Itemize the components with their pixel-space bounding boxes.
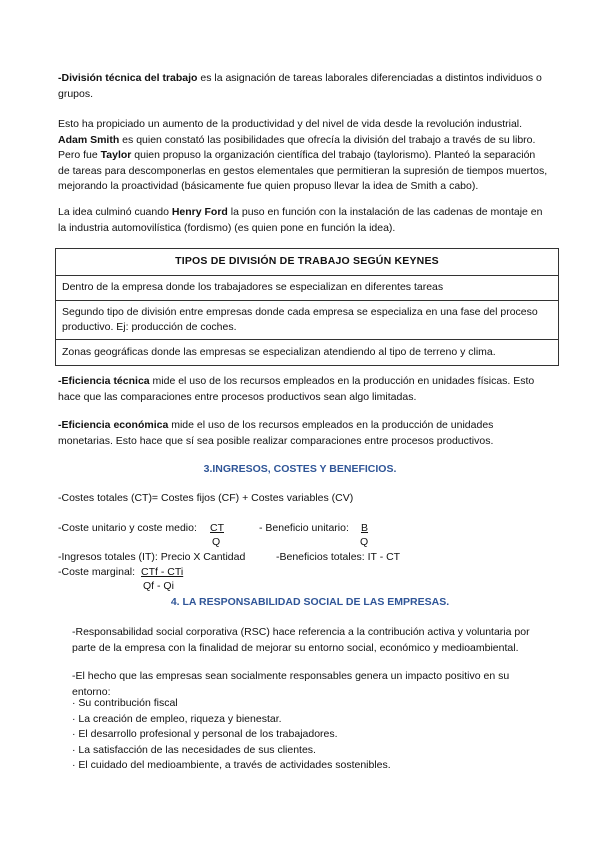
eficiencia-tecnica-paragraph: -Eficiencia técnica mide el uso de los recursos empleados en la producción en unidades físicas. Esto hace que las comparaciones entre procesos productivos sean algo limitadas. [58, 375, 535, 403]
ford-paragraph: La idea culminó cuando Henry Ford la puso en función con la instalación de las cadenas de montaje en la industria automovilística (fordismo) (es quien pone en función la idea). [58, 206, 543, 234]
coste-marginal-denominator: Qf - Qi [143, 580, 174, 592]
table-header: TIPOS DE DIVISIÓN DE TRABAJO SEGÚN KEYNES [175, 255, 439, 267]
eficiencia-tecnica-term: -Eficiencia técnica [58, 375, 150, 387]
beneficio-unitario-denominator: Q [360, 536, 369, 548]
list-item: · La satisfacción de las necesidades de sus clientes. [72, 743, 316, 756]
list-item: · El desarrollo profesional y personal de los trabajadores. [72, 728, 338, 740]
eficiencia-economica-paragraph: -Eficiencia económica mide el uso de los recursos empleados en la producción de unidades monetarias. Esto hace que sí sea posible realizar comparaciones entre procesos productivos. [58, 419, 494, 447]
ingresos-totales-formula: -Ingresos totales (IT): Precio X Cantidad [58, 551, 246, 563]
henry-ford-name: Henry Ford [171, 206, 228, 218]
section-3-heading: 3.INGRESOS, COSTES Y BENEFICIOS. [203, 463, 397, 475]
table-row: Segundo tipo de división entre empresas donde cada empresa se especializa en una fase del proceso productivo. Ej: producción de coches. [56, 300, 558, 339]
keynes-division-table [55, 248, 559, 366]
table-row: Dentro de la empresa donde los trabajadores se especializan en diferentes tareas [56, 275, 558, 300]
coste-marginal-numerator: CTf - CTi [141, 566, 184, 578]
adam-smith-name: Adam Smith [58, 133, 120, 146]
list-item: · Su contribución fiscal [72, 697, 178, 709]
coste-unitario-denominator: Q [212, 536, 221, 548]
coste-unitario-label: -Coste unitario y coste medio: [58, 522, 197, 534]
division-term: -División técnica del trabajo [58, 72, 198, 84]
rsc-impact-list [72, 696, 550, 774]
coste-unitario-numerator: CT [210, 522, 224, 534]
costes-totales-formula: -Costes totales (CT)= Costes fijos (CF) + Costes variables (CV) [58, 492, 354, 504]
beneficio-unitario-numerator: B [361, 522, 369, 534]
rsc-impact-paragraph: -El hecho que las empresas sean socialmente responsables genera un impacto positivo en su entorno: [72, 670, 510, 698]
list-item: · La creación de empleo, riqueza y bienestar. [72, 712, 282, 725]
section-4-heading: 4. LA RESPONSABILIDAD SOCIAL DE LAS EMPRESAS. [170, 596, 450, 608]
coste-marginal-label: -Coste marginal: [58, 566, 136, 578]
list-item: · El cuidado del medioambiente, a través de actividades sostenibles. [72, 759, 391, 771]
division-history-paragraph: Esto ha propiciado un aumento de la productividad y del nivel de vida desde la revolución industrial. Adam Smith es quien constató las posibilidades que ofrecía la división del trabajo a través de su libro. Pero fue Taylor quien propuso la organización científica del trabajo (taylorismo). Planteó la separación de tareas para descomponerlas en gestos elementales que permitieran la supresión de tiempos muertos, mejorando la proactividad (básicamente fue quien propuso llevar la idea de Smith a cabo). [58, 118, 548, 192]
table-row: Zonas geográficas donde las empresas se especializan atendiendo al tipo de terreno y clima. [56, 339, 558, 365]
beneficio-unitario-label: - Beneficio unitario: [259, 522, 349, 534]
eficiencia-economica-term: -Eficiencia económica [58, 419, 169, 431]
beneficios-totales-formula: -Beneficios totales: IT - CT [276, 551, 401, 563]
taylor-name: Taylor [100, 149, 132, 161]
division-definition: -División técnica del trabajo es la asignación de tareas laborales diferenciadas a distintos individuos o grupos. [58, 72, 542, 100]
rsc-definition-paragraph: -Responsabilidad social corporativa (RSC) hace referencia a la contribución activa y voluntaria por parte de la empresa con la finalidad de mejorar su entorno social, económico y medioambiental. [72, 626, 530, 654]
